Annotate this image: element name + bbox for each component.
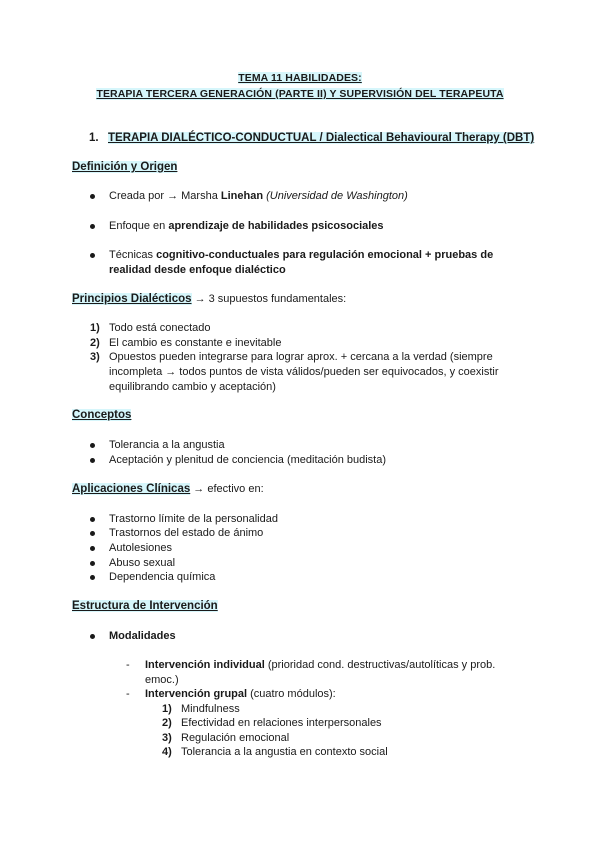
heading-estructura <box>72 600 218 612</box>
bullet-icon <box>90 634 95 639</box>
list-item-text <box>109 350 499 395</box>
italic-run: (Universidad de Washington) <box>266 190 408 202</box>
list-item-text: Mindfulness <box>181 703 240 715</box>
bullet-icon <box>90 224 95 229</box>
title-line-2 <box>0 88 600 100</box>
heading-definicion <box>72 161 177 173</box>
text-run: Técnicas <box>109 249 157 261</box>
list-item-text: Tolerancia a la angustia en contexto social <box>181 746 388 758</box>
heading-principios-label: Principios Dialécticos <box>72 293 192 305</box>
bullet-icon <box>90 546 95 551</box>
title-line-1 <box>0 72 600 84</box>
bold-run: Intervención individual <box>145 659 265 671</box>
dash-marker: - <box>126 688 130 700</box>
bullet-icon <box>90 443 95 448</box>
list-number: 2) <box>90 337 100 349</box>
title-line-1-text: TEMA 11 HABILIDADES: <box>238 72 362 84</box>
bullet-icon <box>90 253 95 258</box>
list-number: 1) <box>90 322 100 334</box>
list-item-text <box>109 189 408 204</box>
list-number: 3) <box>162 732 172 744</box>
bold-run: realidad desde enfoque dialéctico <box>109 264 286 276</box>
list-item-text: Abuso sexual <box>109 557 176 569</box>
list-number: 3) <box>90 351 100 363</box>
heading-principios <box>72 293 346 305</box>
list-item-text: El cambio es constante e inevitable <box>109 337 282 349</box>
bullet-icon <box>90 531 95 536</box>
text-run: (prioridad cond. destructivas/autolíticas y prob. <box>264 659 496 671</box>
text-run: (cuatro módulos): <box>247 688 336 700</box>
bullet-icon <box>90 561 95 566</box>
text-run: equilibrando cambio y aceptación) <box>109 381 276 393</box>
list-item-text: Efectividad en relaciones interpersonales <box>181 717 382 729</box>
bold-run: cognitivo-conductuales para regulación emocional + pruebas de <box>156 249 494 261</box>
bullet-icon <box>90 194 95 199</box>
heading-definicion-label: Definición y Origen <box>72 161 178 173</box>
list-item-text <box>145 687 336 702</box>
list-item-text: Autolesiones <box>109 542 172 554</box>
text-run: Opuestos pueden integrarse para lograr aprox. + cercana a la verdad (siempre <box>109 351 493 363</box>
list-item-text <box>109 219 384 234</box>
section-title: TERAPIA DIALÉCTICO-CONDUCTUAL / Dialectical Behavioural Therapy (DBT) <box>108 132 535 144</box>
heading-conceptos <box>72 409 131 421</box>
section-heading-dbt <box>89 132 534 144</box>
heading-aplicaciones <box>72 483 264 495</box>
dash-marker: - <box>126 659 130 671</box>
heading-conceptos-label: Conceptos <box>72 409 132 421</box>
text-run: Enfoque en <box>109 220 169 232</box>
list-item-text <box>109 248 493 278</box>
bullet-icon <box>90 575 95 580</box>
text-run: incompleta → todos puntos de vista válidos/pueden ser equivocados, y coexistir <box>109 366 499 378</box>
list-number: 1) <box>162 703 172 715</box>
list-item-text: Dependencia química <box>109 571 216 583</box>
list-item-text: Todo está conectado <box>109 322 211 334</box>
section-number: 1. <box>89 132 99 144</box>
text-run: Creada por → Marsha <box>109 190 221 202</box>
text-run: emoc.) <box>145 674 179 686</box>
list-item-text: Modalidades <box>109 630 176 642</box>
bullet-icon <box>90 517 95 522</box>
heading-estructura-label: Estructura de Intervención <box>72 600 218 612</box>
title-line-2-text: TERAPIA TERCERA GENERACIÓN (PARTE II) Y SUPERVISIÓN DEL TERAPEUTA <box>96 88 504 100</box>
list-number: 2) <box>162 717 172 729</box>
bold-run: Linehan <box>220 190 264 202</box>
heading-principios-suffix: → 3 supuestos fundamentales: <box>191 293 347 305</box>
list-item-text: Trastorno límite de la personalidad <box>109 513 278 525</box>
list-item-text <box>145 658 495 688</box>
bold-run: Intervención grupal <box>145 688 248 700</box>
list-item-text: Tolerancia a la angustia <box>109 439 225 451</box>
list-item-text: Regulación emocional <box>181 732 290 744</box>
list-item-text: Trastornos del estado de ánimo <box>109 527 264 539</box>
heading-aplicaciones-suffix: → efectivo en: <box>190 483 264 495</box>
bold-run: aprendizaje de habilidades psicosociales <box>168 220 384 232</box>
list-number: 4) <box>162 746 172 758</box>
bullet-icon <box>90 458 95 463</box>
heading-aplicaciones-label: Aplicaciones Clínicas <box>72 483 191 495</box>
list-item-text: Aceptación y plenitud de conciencia (meditación budista) <box>109 454 386 466</box>
